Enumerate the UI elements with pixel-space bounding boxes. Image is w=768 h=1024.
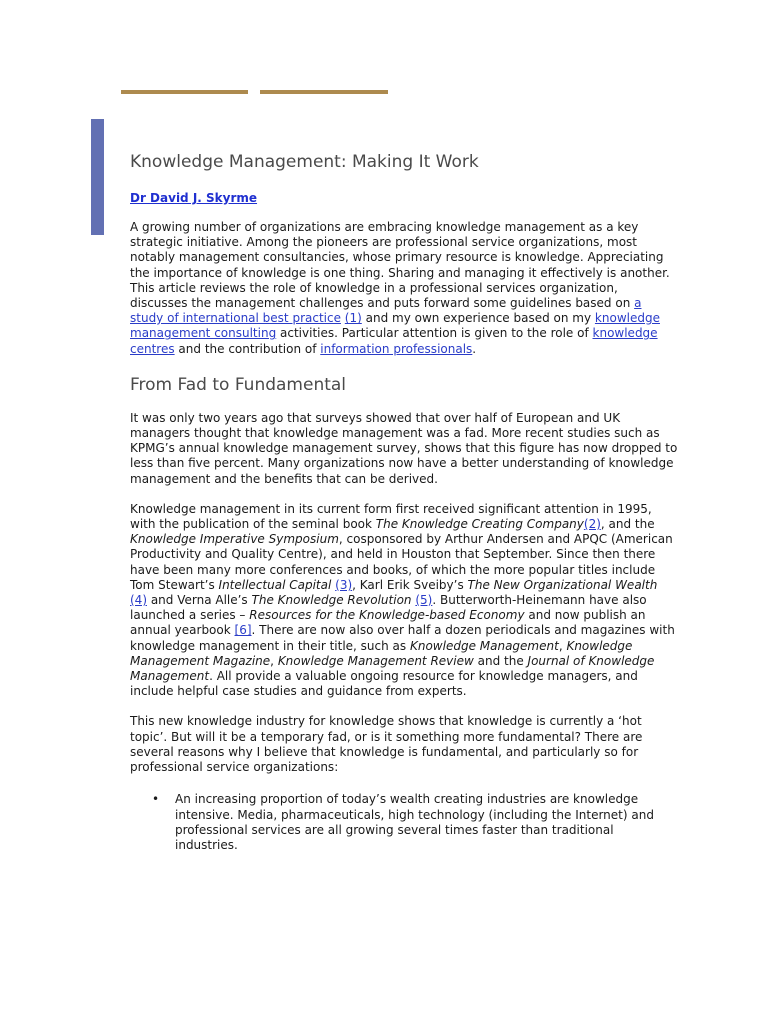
body-text: . All provide a valuable ongoing resource for knowledge managers, and include helpful case studies and guidance from experts. [130,669,638,699]
consulting-link[interactable]: knowledge management consulting [130,311,660,341]
reference-link-3[interactable]: (3) [335,577,353,592]
periodical-title: Knowledge Management Magazine [130,638,633,668]
reasons-list [130,792,678,853]
body-text: , [558,638,567,653]
intro-text: and my own experience based on my [361,311,595,326]
article [130,150,678,853]
reference-link-6[interactable]: [6] [234,623,252,638]
periodical-title: Knowledge Management Review [277,653,474,668]
periodical-title: Journal of Knowledge Management [130,653,655,684]
bullet-icon: • [152,792,160,807]
section-heading: From Fad to Fundamental [130,374,347,395]
periodical-title: Knowledge Management [409,638,559,653]
body-text: . Butterworth-Heinemann have also launched a series – [130,593,647,623]
book-title: The Knowledge Revolution [251,593,412,608]
intro-text: . [472,341,477,356]
reference-link-5[interactable]: (5) [415,593,433,608]
intro-paragraph [130,220,678,357]
series-title: Resources for the Knowledge-based Economy [249,608,525,623]
sidebar-accent-bar [91,119,104,235]
information-professionals-link[interactable]: information professionals [320,341,473,356]
intro-text: activities. Particular attention is given to the role of [276,326,593,341]
list-item-text: An increasing proportion of today’s wealth creating industries are knowledge intensive. Media, pharmaceuticals, high technology (including the Internet) and professional services are all growing several times faster than traditional industries. [175,792,654,852]
book-title: Intellectual Capital [218,577,332,592]
knowledge-centres-link[interactable]: knowledge centres [130,326,658,356]
body-paragraph-2 [130,502,678,700]
body-text: Knowledge management in its current form first received significant attention in 1995, with the publication of the seminal book [130,501,652,532]
body-text: and now publish an annual yearbook [130,608,646,638]
body-paragraph-3: This new knowledge industry for knowledge shows that knowledge is currently a ‘hot topic’. But will it be a temporary fad, or is it something more fundamental? There are several reasons why I believe that knowledge is fundamental, and particularly so for professional service organizations: [130,714,643,775]
body-text: , Karl Erik Sveiby’s [352,577,468,592]
list-item [152,792,678,853]
intro-text: and the contribution of [174,341,321,356]
body-text: and Verna Alle’s [147,593,252,608]
reference-link-2[interactable]: (2) [583,517,601,532]
body-paragraph-1: It was only two years ago that surveys showed that over half of European and UK managers thought that knowledge management was a fad. More recent studies such as KPMG’s annual knowledge management survey, shows that this figure has now dropped to less than five percent. Many organizations now have a better understanding of knowledge management and the benefits that can be derived. [130,410,678,486]
body-text: and the [473,653,528,668]
author-line [130,189,678,207]
body-text: , and the [600,517,655,532]
reference-link-1[interactable]: (1) [344,311,362,326]
book-title: The New Organizational Wealth [467,577,658,592]
author-link[interactable]: Dr David J. Skyrme [130,191,258,205]
body-text: , cosponsored by Arthur Andersen and APQC (American Productivity and Quality Centre), and held in Houston that September. Since then there have been many more conferences and books, of which the more popular titles include Tom Stewart’s [130,532,673,592]
article-title: Knowledge Management: Making It Work [130,152,479,172]
body-text: , [270,653,278,668]
reference-link-4[interactable]: (4) [130,593,147,608]
decorative-rule-left [121,90,248,94]
intro-text: A growing number of organizations are embracing knowledge management as a key strategic initiative. Among the pioneers are professional service organizations, most notably management consultancies, whose primary resource is knowledge. Appreciating the importance of knowledge is one thing. Sharing and managing it effectively is another. This article reviews the role of knowledge in a professional services organization, discusses the management challenges and puts forward some guidelines based on [130,220,670,311]
book-title: The Knowledge Creating Company [375,517,584,532]
study-link[interactable]: a study of international best practice [130,296,642,326]
event-title: Knowledge Imperative Symposium [130,532,339,547]
body-text: . There are now also over half a dozen periodicals and magazines with knowledge management in their title, such as [130,623,675,653]
decorative-rule-right [260,90,388,94]
